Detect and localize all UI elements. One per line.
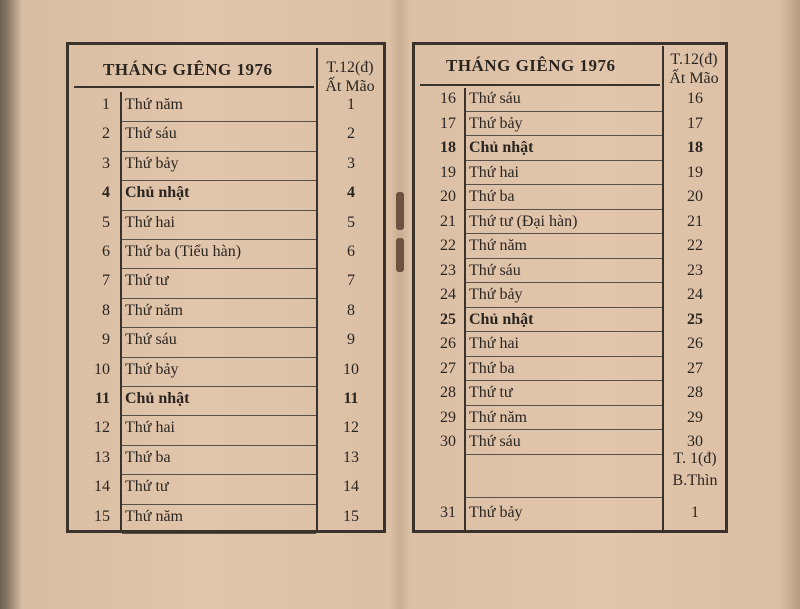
- lunar-day-number: 5: [347, 213, 355, 231]
- left-title-rule: [74, 86, 314, 88]
- solar-day-number: 13: [94, 448, 110, 466]
- solar-day-number: 22: [440, 237, 456, 254]
- new-lunar-month-note: [662, 448, 728, 492]
- calendar-day-row: [0, 360, 800, 385]
- weekday-label: Thứ sáu: [125, 125, 177, 143]
- row-rule: [466, 209, 662, 210]
- left-page-title: THÁNG GIÊNG 1976: [103, 60, 273, 79]
- lunar-day-number: 4: [347, 184, 355, 202]
- calendar-day-row: [0, 409, 800, 434]
- solar-day-number: 30: [440, 433, 456, 450]
- weekday-label: Thứ sáu: [469, 261, 521, 279]
- lunar-day-number: 16: [687, 90, 703, 107]
- weekday-label: Chủ nhật: [125, 390, 190, 407]
- calendar-day-row: [0, 311, 800, 336]
- right-title-rule: [420, 84, 660, 86]
- right-lunar-header: [659, 50, 729, 88]
- row-rule: [466, 160, 662, 161]
- right-lunar-month: T.12(đ): [670, 51, 718, 68]
- weekday-label: Thứ bảy: [469, 286, 523, 303]
- calendar-day-row: [0, 335, 800, 360]
- row-rule: [466, 356, 662, 357]
- weekday-label: Thứ tư: [125, 272, 169, 290]
- calendar-day-row: [0, 90, 800, 115]
- lunar-day-number: 24: [687, 286, 703, 303]
- solar-day-number: 1: [102, 96, 110, 113]
- weekday-label: Thứ ba: [469, 359, 515, 377]
- weekday-label: Thứ tư (Đại hàn): [469, 212, 578, 230]
- solar-day-number: 17: [440, 114, 456, 132]
- row-rule: [466, 331, 662, 332]
- solar-day-number: 8: [102, 301, 110, 319]
- lunar-day-number: 10: [343, 360, 359, 378]
- solar-day-number: 6: [102, 243, 110, 260]
- lunar-day-number: 9: [347, 331, 355, 349]
- lunar-day-number: 22: [687, 237, 703, 254]
- weekday-label: Thứ năm: [469, 408, 527, 426]
- lunar-day-number: 18: [687, 139, 703, 156]
- weekday-label: Thứ năm: [125, 507, 183, 525]
- weekday-label: Thứ sáu: [469, 433, 521, 450]
- weekday-label: Thứ bảy: [125, 154, 179, 172]
- lunar-day-number: 13: [343, 448, 359, 466]
- solar-day-number: 7: [102, 272, 110, 290]
- lunar-day-number: 6: [347, 243, 355, 260]
- calendar-day-row: [0, 164, 800, 189]
- solar-day-number: 31: [440, 504, 456, 521]
- calendar-day-row: [0, 213, 800, 238]
- weekday-label: Thứ năm: [125, 96, 183, 113]
- row-rule: [466, 111, 662, 112]
- solar-day-number: 14: [94, 478, 110, 496]
- lunar-day-number: 11: [343, 390, 359, 407]
- row-rule: [466, 135, 662, 136]
- new-lunar-year: B.Thìn: [672, 472, 718, 489]
- weekday-label: Thứ năm: [125, 301, 183, 319]
- lunar-day-number: 15: [343, 507, 359, 525]
- lunar-day-number: 23: [687, 261, 703, 279]
- solar-day-number: 2: [102, 125, 110, 143]
- lunar-day-number: 29: [687, 408, 703, 426]
- weekday-label: Chủ nhật: [469, 310, 534, 328]
- calendar-day-row: [0, 188, 800, 213]
- lunar-day-number: 2: [347, 125, 355, 143]
- row-rule: [122, 533, 316, 534]
- lunar-day-number: 1: [691, 504, 699, 521]
- solar-day-number: 19: [440, 163, 456, 181]
- solar-day-number: 26: [440, 335, 456, 352]
- lunar-day-number: 26: [687, 335, 703, 352]
- solar-day-number: 11: [94, 390, 110, 407]
- weekday-label: Thứ tư: [125, 478, 169, 496]
- solar-day-number: 15: [94, 507, 110, 525]
- weekday-label: Thứ tư: [469, 384, 513, 401]
- lunar-day-number: 1: [347, 96, 355, 113]
- right-page-title: THÁNG GIÊNG 1976: [446, 56, 616, 75]
- lunar-day-number: 28: [687, 384, 703, 401]
- row-rule: [466, 497, 662, 498]
- solar-day-number: 23: [440, 261, 456, 279]
- lunar-day-number: 14: [343, 478, 359, 496]
- weekday-label: Chủ nhật: [469, 139, 534, 156]
- weekday-label: Thứ ba: [125, 448, 171, 466]
- row-rule: [122, 474, 316, 475]
- solar-day-number: 9: [102, 331, 110, 349]
- solar-day-number: 29: [440, 408, 456, 426]
- solar-day-number: 4: [102, 184, 110, 202]
- weekday-label: Thứ bảy: [469, 114, 523, 132]
- weekday-label: Thứ hai: [469, 163, 519, 181]
- weekday-label: Thứ hai: [125, 213, 175, 231]
- lunar-day-number: 30: [687, 433, 703, 450]
- lunar-day-number: 25: [687, 310, 703, 328]
- new-lunar-month: T. 1(đ): [673, 450, 717, 467]
- lunar-day-number: 20: [687, 188, 703, 205]
- row-rule: [466, 454, 662, 455]
- weekday-label: Thứ ba (Tiểu hàn): [125, 243, 242, 260]
- lunar-day-number: 21: [687, 212, 703, 230]
- left-lunar-year: Ất Mão: [325, 78, 375, 95]
- solar-day-number: 28: [440, 384, 456, 401]
- calendar-day-row: [0, 504, 800, 528]
- lunar-day-number: 17: [687, 114, 703, 132]
- row-rule: [466, 380, 662, 381]
- left-lunar-month: T.12(đ): [326, 59, 374, 76]
- lunar-day-number: 27: [687, 359, 703, 377]
- weekday-label: Thứ hai: [125, 419, 175, 437]
- solar-day-number: 25: [440, 310, 456, 328]
- solar-day-number: 21: [440, 212, 456, 230]
- weekday-label: Thứ bảy: [125, 360, 179, 378]
- solar-day-number: 24: [440, 286, 456, 303]
- solar-day-number: 16: [440, 90, 456, 107]
- lunar-day-number: 12: [343, 419, 359, 437]
- calendar-day-row: [0, 384, 800, 409]
- solar-day-number: 18: [440, 139, 456, 156]
- lunar-day-number: 19: [687, 163, 703, 181]
- right-lunar-year: Ất Mão: [669, 70, 719, 87]
- solar-day-number: 20: [440, 188, 456, 205]
- solar-day-number: 5: [102, 213, 110, 231]
- weekday-label: Thứ hai: [469, 335, 519, 352]
- weekday-label: Thứ năm: [469, 237, 527, 254]
- calendar-day-row: [0, 286, 800, 311]
- solar-day-number: 27: [440, 359, 456, 377]
- row-rule: [466, 184, 662, 185]
- calendar-day-row: [0, 262, 800, 287]
- weekday-label: Thứ ba: [469, 188, 515, 205]
- weekday-label: Thứ sáu: [125, 331, 177, 349]
- row-rule: [466, 282, 662, 283]
- calendar-day-row: [0, 115, 800, 140]
- row-rule: [466, 405, 662, 406]
- weekday-label: Chủ nhật: [125, 184, 190, 202]
- row-rule: [466, 233, 662, 234]
- calendar-day-row: [0, 139, 800, 164]
- solar-day-number: 3: [102, 154, 110, 172]
- row-rule: [466, 429, 662, 430]
- solar-day-number: 12: [94, 419, 110, 437]
- lunar-day-number: 8: [347, 301, 355, 319]
- solar-day-number: 10: [94, 360, 110, 378]
- weekday-label: Thứ sáu: [469, 90, 521, 107]
- lunar-day-number: 3: [347, 154, 355, 172]
- lunar-day-number: 7: [347, 272, 355, 290]
- row-rule: [466, 258, 662, 259]
- calendar-day-row: [0, 237, 800, 262]
- row-rule: [466, 307, 662, 308]
- weekday-label: Thứ bảy: [469, 504, 523, 521]
